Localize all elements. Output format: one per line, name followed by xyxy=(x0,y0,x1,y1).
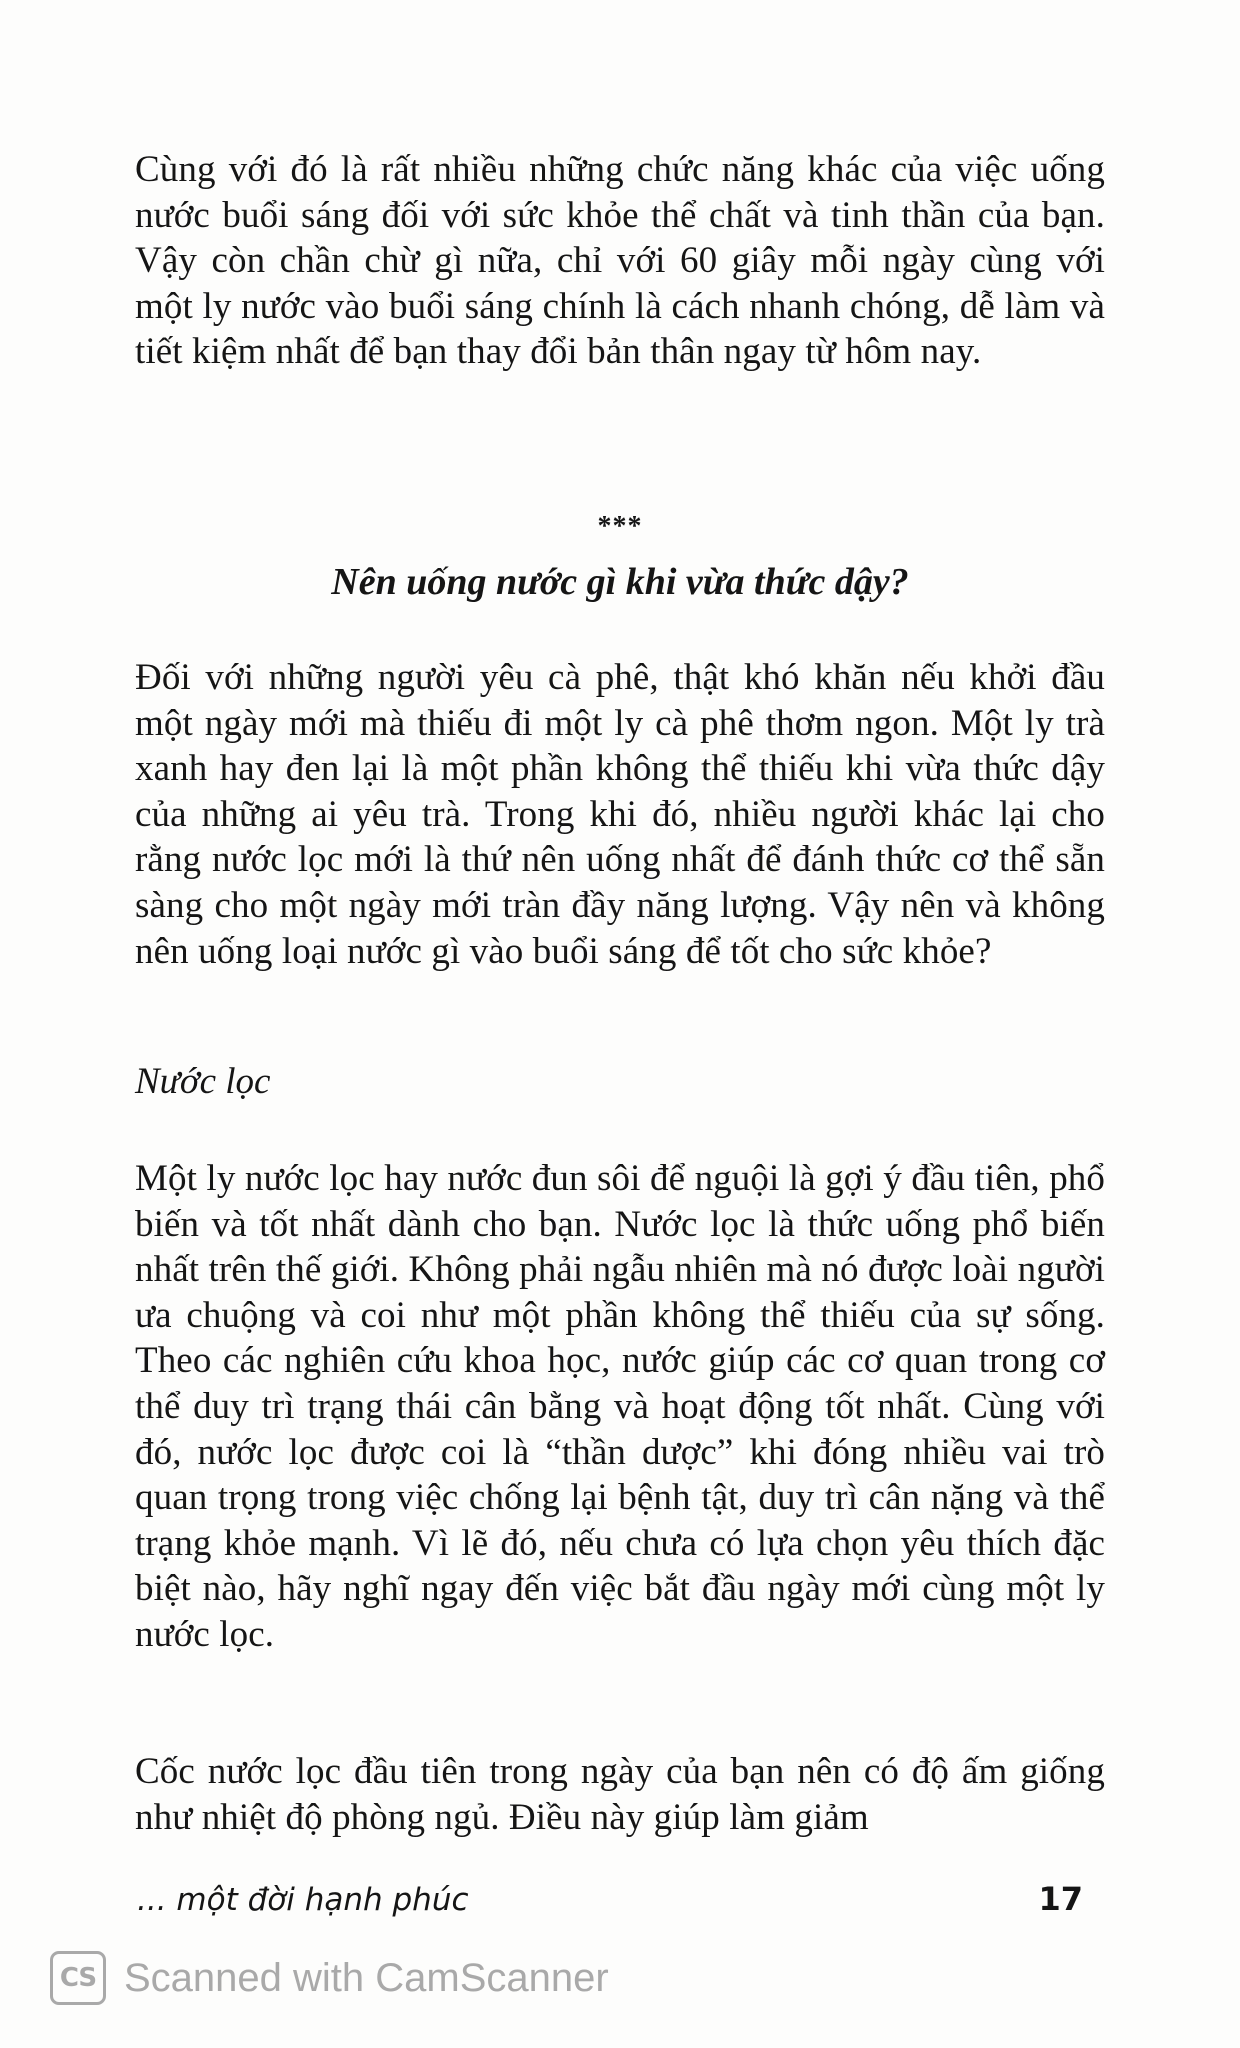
running-title: ... một đời hạnh phúc xyxy=(137,1882,469,1918)
paragraph-1: Cùng với đó là rất nhiều những chức năng khác của việc uống nước buổi sáng đối với sức khỏe thể chất và tinh thần của bạn. Vậy còn chần chừ gì nữa, chỉ với 60 giây mỗi ngày cùng với một ly nước vào buổi sáng chính là cách nhanh chóng, dễ làm và tiết kiệm nhất để bạn thay đổi bản thân ngay từ hôm nay. xyxy=(135,149,1105,373)
paragraph-2: Đối với những người yêu cà phê, thật khó khăn nếu khởi đầu một ngày mới mà thiếu đi một ly cà phê thơm ngon. Một ly trà xanh hay đen lại là một phần không thể thiếu khi vừa thức dậy của những ai yêu trà. Trong khi đó, nhiều người khác lại cho rằng nước lọc mới là thứ nên uống nhất để đánh thức cơ thể sẵn sàng cho một ngày mới tràn đầy năng lượng. Vậy nên và không nên uống loại nước gì vào buổi sáng để tốt cho sức khỏe? xyxy=(135,657,1105,972)
subheading: Nước lọc xyxy=(135,1061,271,1102)
scanner-watermark xyxy=(50,1948,609,2008)
paragraph-3: Một ly nước lọc hay nước đun sôi để nguội là gợi ý đầu tiên, phổ biến và tốt nhất dành cho bạn. Nước lọc là thức uống phổ biến nhất trên thế giới. Không phải ngẫu nhiên mà nó được loài người ưa chuộng và coi như một phần không thể thiếu của sự sống. Theo các nghiên cứu khoa học, nước giúp các cơ quan trong cơ thể duy trì trạng thái cân bằng và hoạt động tốt nhất. Cùng với đó, nước lọc được coi là “thần dược” khi đóng nhiều vai trò quan trọng trong việc chống lại bệnh tật, duy trì cân nặng và thể trạng khỏe mạnh. Vì lẽ đó, nếu chưa có lựa chọn yêu thích đặc biệt nào, hãy nghĩ ngay đến việc bắt đầu ngày mới cùng một ly nước lọc. xyxy=(135,1158,1105,1655)
section-heading: Nên uống nước gì khi vừa thức dậy? xyxy=(331,561,909,603)
section-separator: *** xyxy=(597,511,643,542)
camscanner-logo-icon: CS xyxy=(50,1951,106,2005)
watermark-text: Scanned with CamScanner xyxy=(124,1955,609,2000)
paragraph-4: Cốc nước lọc đầu tiên trong ngày của bạn nên có độ ấm giống như nhiệt độ phòng ngủ. Điều này giúp làm giảm xyxy=(135,1751,1105,1838)
page-number: 17 xyxy=(1038,1880,1083,1918)
